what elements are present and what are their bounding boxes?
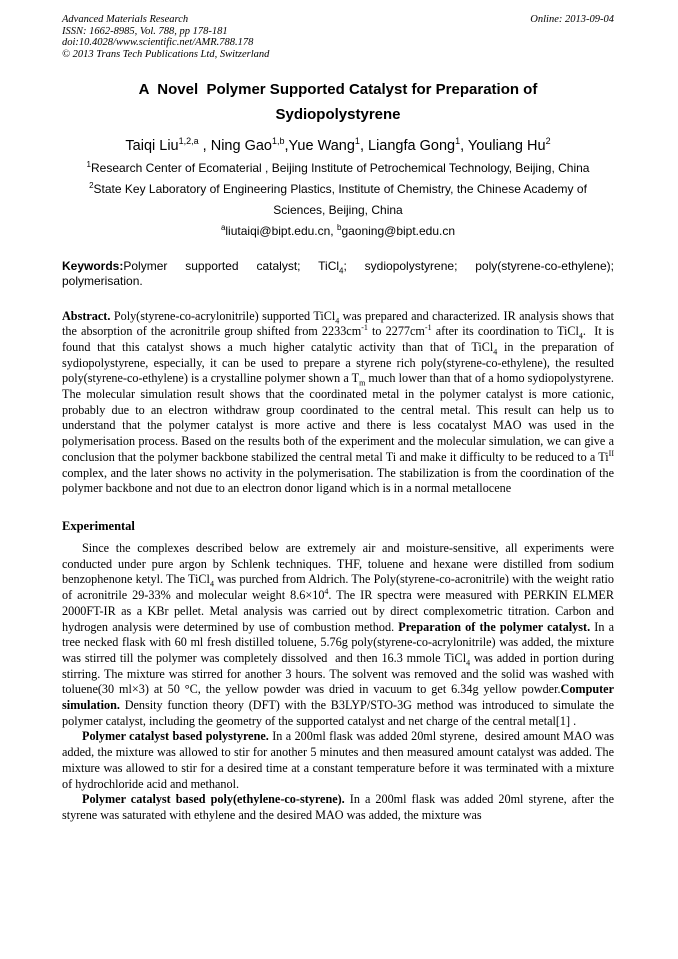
- affiliations: [62, 158, 614, 242]
- subheading-simulation: Computer simulation.: [62, 682, 614, 713]
- author-affiliation-mark: 1: [354, 136, 360, 147]
- issn-line: ISSN: 1662-8985, Vol. 788, pp 178-181: [62, 25, 228, 37]
- author-name: Liangfa Gong: [368, 138, 456, 155]
- subheading-preparation: Preparation of the polymer catalyst.: [398, 619, 591, 634]
- author-name: Taiqi Liu: [125, 138, 179, 155]
- author-separator: ,: [359, 138, 368, 155]
- experimental-heading: Experimental: [62, 519, 135, 533]
- author-name: Youliang Hu: [467, 138, 546, 155]
- subheading-copolymer: Polymer catalyst based poly(ethylene-co-styrene).: [82, 792, 345, 807]
- title-line-1: A Novel Polymer Supported Catalyst for Preparation of: [138, 81, 538, 99]
- author-list: [62, 136, 614, 156]
- experimental-paragraph-2: Polymer catalyst based polystyrene. In a 200ml flask was added 20ml styrene, desired amount MAO was added, the mixture was allowed to stir for another 5 minutes and then measured amount catalyst was added. The mixture was allowed to stir for a desired time at a constant temperature before it was terminated with a mixture of hydrochloride acid and methanol.: [62, 729, 618, 791]
- journal-header: [62, 14, 614, 60]
- affiliation-1: $^1$Research Center of Ecomaterial , Beijing Institute of Petrochemical Technology, Beijing, China: [86, 160, 590, 176]
- keywords: Keywords:Polymer supported catalyst; TiCl$_4$; sydiopolystyrene; poly(styrene-co-ethylene); polymerisation.: [62, 259, 614, 288]
- journal-name: Advanced Materials Research: [62, 14, 189, 25]
- email-b: gaoning@bipt.edu.cn: [341, 224, 456, 239]
- paper-page: [62, 14, 618, 824]
- author-name: Ning Gao: [210, 138, 272, 155]
- author-emails: $^a$liutaiqi@bipt.edu.cn, $^b$gaoning@bipt.edu.cn: [220, 223, 456, 239]
- experimental-paragraph-3: Polymer catalyst based poly(ethylene-co-styrene). In a 200ml flask was added 20ml styrene, after the styrene was saturated with ethylene and the desired MAO was added, the mixture was: [62, 792, 614, 822]
- abstract-label: Abstract.: [62, 308, 111, 323]
- copyright-line: © 2013 Trans Tech Publications Ltd, Switzerland: [62, 48, 270, 60]
- experimental-paragraph-1: Since the complexes described below are extremely air and moisture-sensitive, all experiments were conducted under pure argon by Schlenk techniques. THF, toluene and hexane were distilled from sodium benzophenone ketyl. The TiCl$_4$ was purched from Aldrich. The Poly(styrene-co-acronitrile) with the weight ratio of acronitrile 29-33% and molecular weight $8.6\times 10^4$. The IR spectra were measured with PERKIN ELMER 2000FT-IR as a KBr pellet. Metal analysis was carried out by direct complexometric titration. Carbon and hydrogen analysis were determined by use of combustion method. Preparation of the polymer catalyst. In a tree necked flask with 60 ml fresh distilled toluene, 5.76g poly(styrene-co-acrylonitrile) was added, the mixture was stirred till the polymer was completely dissolved and then 16.3 mmole TiCl$_4$ was added in portion during stirring. The mixture was stirred for another 3 hours. The solvent was removed and the solid was washed with toluene(30 ml×3) at 50 °C, the yellow powder was dried in vacuum to get 6.34g yellow powder.Computer simulation. Density function theory (DFT) with the B3LYP/STO-3G method was introduced to simulate the polymer catalyst, including the geometry of the supported catalyst and net charge of the central metal[1] .: [62, 541, 618, 728]
- author-affiliation-mark: 1,b: [272, 136, 285, 147]
- abstract: Abstract. Poly(styrene-co-acrylonitrile) supported TiCl$_4$ was prepared and characterized. IR analysis shows that the absorption of the acronitrile group shifted from $2233cm^{-1}$ to $2277cm^{-1}$ after its coordination to TiCl$_4$. It is found that this catalyst shows a much higher catalytic activity than that of TiCl$_4$ in the preparation of sydiopolystyrene, especially, it can be used to prepare a styrene rich poly(styrene-co-ethylene), the resulted poly(styrene-co-ethylene) is a crystalline polymer shown a $T_m$ much lower than that of a homo sydiopolystyrene. The molecular simulation result shows that the coordinated metal in the polymer catalyst is more cationic, probably due to an electron withdraw group coordinated to the central metal. This result can help us to understand that the polymer catalyst is more active and there is less cocatalyst MAO was used in the polymerisation process. Based on the results both of the experiment and the molecular simulation, we can give a conclusion that the polymer backbone stabilized the central metal Ti and make it difficulty to be reduced to a $Ti^{II}$ complex, and the later shows no activity in the polymerisation. The stabilization is from the coordination of the polymer backbone and not due to an electron donor ligand which is in a normal metallocene: [62, 308, 618, 496]
- online-date: Online: 2013-09-04: [530, 14, 614, 25]
- doi-line: doi:10.4028/www.scientific.net/AMR.788.178: [62, 37, 254, 49]
- email-a: liutaiqi@bipt.edu.cn,: [225, 224, 337, 239]
- author-separator: ,: [198, 138, 211, 155]
- author-affiliation-mark: 2: [545, 136, 551, 147]
- author-separator: ,: [284, 138, 289, 155]
- subheading-polystyrene: Polymer catalyst based polystyrene.: [82, 729, 269, 744]
- paper-title: [62, 77, 614, 127]
- keywords-label: Keywords:: [62, 259, 124, 274]
- author-affiliation-mark: 1: [455, 136, 461, 147]
- author-affiliation-mark: 1,2,a: [178, 136, 199, 147]
- author-separator: ,: [460, 138, 468, 155]
- author-name: Yue Wang: [288, 138, 355, 155]
- title-line-2: Sydiopolystyrene: [275, 106, 401, 124]
- affiliation-2: $^2$State Key Laboratory of Engineering Plastics, Institute of Chemistry, the Chinese Academy of Sciences, Beijing, China: [89, 181, 587, 218]
